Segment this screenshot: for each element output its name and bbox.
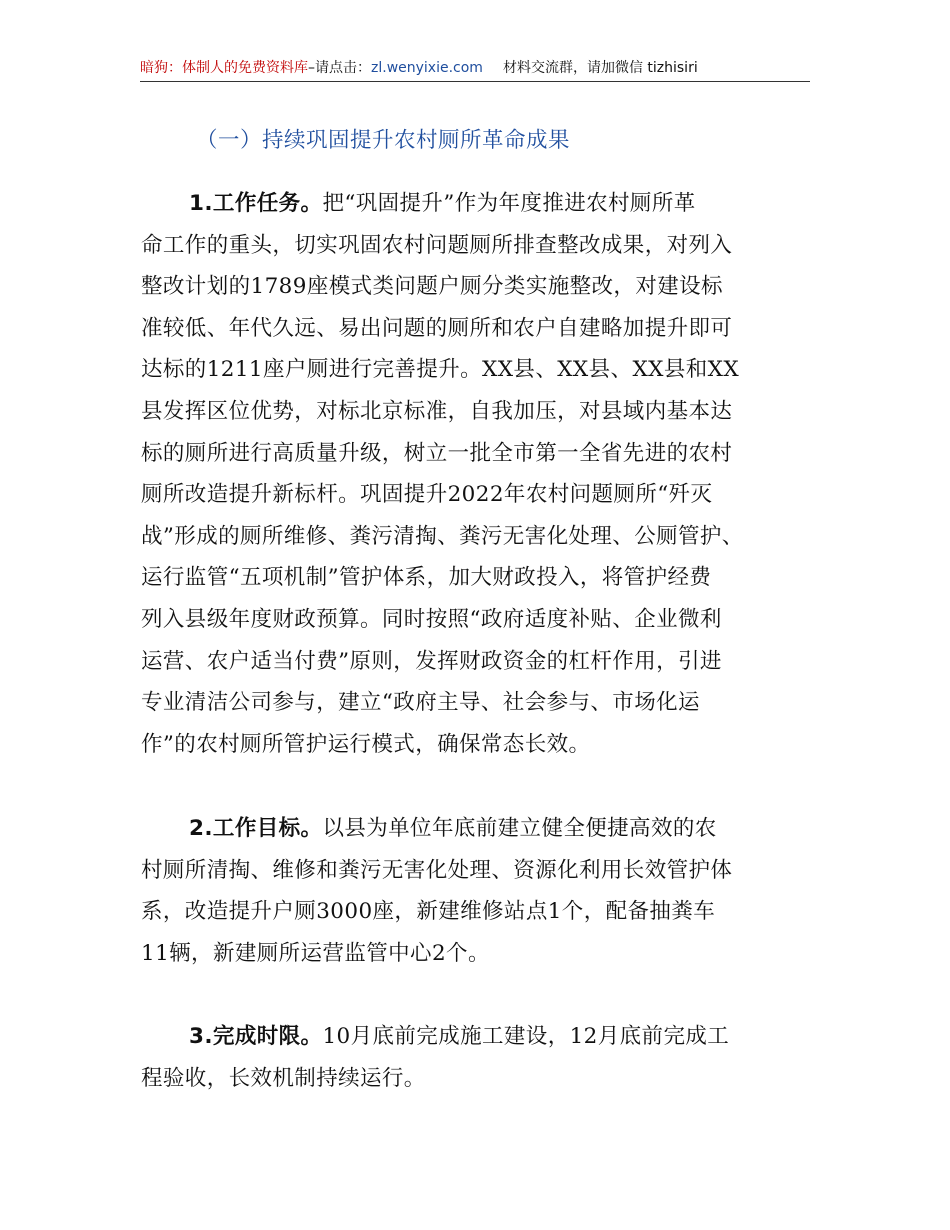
paragraph-line: 运营、农户适当付费”原则，发挥财政资金的杠杆作用，引进 bbox=[141, 648, 722, 674]
section-title: （一）持续巩固提升农村厕所革命成果 bbox=[196, 128, 571, 153]
paragraph-line: 专业清洁公司参与，建立“政府主导、社会参与、市场化运 bbox=[141, 690, 700, 716]
header-divider bbox=[140, 81, 810, 82]
paragraph-line: 准较低、年代久远、易出问题的厕所和农户自建略加提升即可 bbox=[141, 315, 733, 341]
paragraph-line: 程验收，长效机制持续运行。 bbox=[141, 1065, 426, 1091]
paragraph-line: 整改计划的1789座模式类问题户厕分类实施整改，对建设标 bbox=[141, 274, 723, 300]
paragraph-deadline bbox=[141, 1016, 821, 1099]
header-contact: 材料交流群，请加微信 tizhisiri bbox=[502, 60, 698, 76]
paragraph-label: 3.完成时限。 bbox=[189, 1024, 323, 1049]
paragraph-line: 1.工作任务。把“巩固提升”作为年度推进农村厕所革 bbox=[189, 191, 696, 216]
header-link-prefix: –请点击： bbox=[308, 60, 371, 76]
paragraph-line: 作”的农村厕所管护运行模式，确保常态长效。 bbox=[141, 731, 591, 757]
header-link[interactable]: zl.wenyixie.com bbox=[371, 60, 483, 76]
paragraph-line: 3.完成时限。10月底前完成施工建设，12月底前完成工 bbox=[189, 1024, 730, 1049]
paragraph-line: 系，改造提升户厕3000座，新建维修站点1个，配备抽粪车 bbox=[141, 899, 716, 925]
paragraph-work-tasks bbox=[141, 183, 821, 765]
paragraph-label: 2.工作目标。 bbox=[189, 816, 323, 841]
header-site-name: 暗狗：体制人的免费资料库 bbox=[140, 60, 308, 76]
paragraph-line: 厕所改造提升新标杆。巩固提升2022年农村问题厕所“歼灭 bbox=[141, 482, 713, 508]
paragraph-line: 达标的1211座户厕进行完善提升。XX县、XX县、XX县和XX bbox=[141, 357, 740, 383]
paragraph-label: 1.工作任务。 bbox=[189, 191, 323, 216]
paragraph-line: 运行监管“五项机制”管护体系，加大财政投入，将管护经费 bbox=[141, 565, 712, 591]
paragraph-line: 战”形成的厕所维修、粪污清掏、粪污无害化处理、公厕管护、 bbox=[141, 523, 744, 549]
paragraph-line: 县发挥区位优势，对标北京标准，自我加压，对县域内基本达 bbox=[141, 398, 733, 424]
page-header bbox=[140, 58, 810, 78]
paragraph-work-goals bbox=[141, 808, 821, 974]
paragraph-line: 村厕所清掏、维修和粪污无害化处理、资源化利用长效管护体 bbox=[141, 857, 733, 883]
paragraph-line: 命工作的重头，切实巩固农村问题厕所排查整改成果，对列入 bbox=[141, 232, 733, 258]
paragraph-line: 标的厕所进行高质量升级，树立一批全市第一全省先进的农村 bbox=[141, 440, 733, 466]
paragraph-line: 11辆，新建厕所运营监管中心2个。 bbox=[141, 940, 490, 966]
paragraph-line: 2.工作目标。以县为单位年底前建立健全便捷高效的农 bbox=[189, 816, 717, 841]
paragraph-line: 列入县级年度财政预算。同时按照“政府适度补贴、企业微利 bbox=[141, 606, 722, 632]
